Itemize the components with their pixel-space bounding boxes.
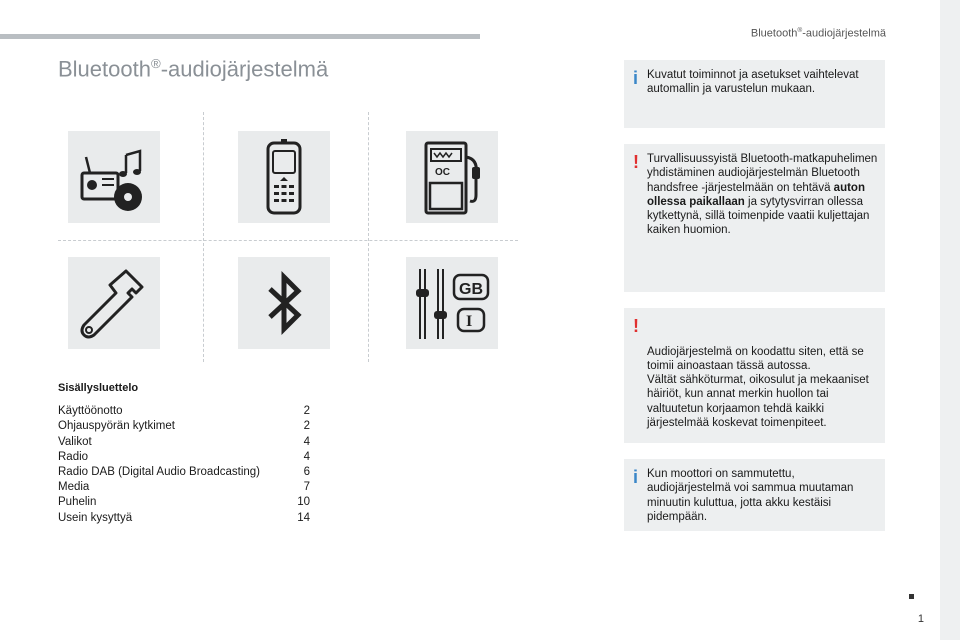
toc-item[interactable]: Media 7 — [58, 481, 310, 494]
warning-icon: ! — [633, 152, 639, 172]
mobile-phone-icon — [244, 137, 324, 217]
table-of-contents — [58, 381, 310, 526]
info-icon: i — [633, 467, 639, 487]
tile-fuel[interactable] — [406, 131, 498, 223]
toc-item[interactable]: Ohjauspyörän kytkimet 2 — [58, 420, 310, 433]
fuel-pump-icon — [412, 137, 492, 217]
tile-bluetooth[interactable] — [238, 257, 330, 349]
toc-item[interactable]: Usein kysyttyä 14 — [58, 511, 310, 524]
grid-divider — [368, 112, 369, 362]
side-strip — [940, 0, 960, 640]
tile-radio[interactable] — [68, 131, 160, 223]
grid-divider — [58, 240, 518, 241]
toc-heading: Sisällysluettelo — [58, 382, 139, 394]
toc-item[interactable]: Käyttöönotto 2 — [58, 405, 310, 418]
info-note: i Kuvatut toiminnot ja asetukset vaihtelevat automallin ja varustelun mukaan. — [624, 60, 885, 128]
icon-grid — [58, 112, 518, 362]
wrench-icon — [74, 263, 154, 343]
equalizer-language-icon — [412, 263, 492, 343]
running-header: Bluetooth®-audiojärjestelmä — [750, 27, 886, 40]
toc-item[interactable]: Radio DAB (Digital Audio Broadcasting) 6 — [58, 466, 310, 479]
svg-text:GB: GB — [459, 281, 483, 298]
tile-wrench[interactable] — [68, 257, 160, 349]
page-title: Bluetooth®-audiojärjestelmä — [58, 56, 329, 82]
svg-text:I: I — [466, 313, 473, 330]
toc-item[interactable]: Radio 4 — [58, 450, 310, 463]
warning-icon: ! — [633, 316, 639, 336]
page-number: 1 — [917, 613, 924, 625]
tile-phone[interactable] — [238, 131, 330, 223]
bluetooth-icon — [244, 263, 324, 343]
tile-settings-language[interactable] — [406, 257, 498, 349]
info-note: i Kun moottori on sammutettu, audiojärjestelmä voi sammua muutaman minuutin kuluttua, jotta akku kestäisi pidempään. — [624, 459, 885, 531]
toc-item[interactable]: Puhelin 10 — [58, 496, 310, 509]
warning-note: ! Turvallisuussyistä Bluetooth-matkapuhelimen yhdistäminen audiojärjestelmän Bluetooth handsfree -järjestelmään on tehtävä auton ollessa paikallaan ja sytytysvirran ollessa kytkettynä, sillä toimenpide vaatii kuljettajan kaiken huomion. — [624, 144, 885, 292]
radio-music-icon — [74, 137, 154, 217]
top-rule — [0, 34, 480, 39]
grid-divider — [203, 112, 204, 362]
svg-text:OC: OC — [435, 167, 450, 178]
page-marker — [909, 594, 914, 599]
toc-item[interactable]: Valikot 4 — [58, 435, 310, 448]
info-icon: i — [633, 68, 639, 88]
warning-note: ! Audiojärjestelmä on koodattu siten, että se toimii ainoastaan tässä autossa. Vältät sähköturmat, oikosulut ja mekaaniset häiriöt, kun annat merkin huollon tai valtuutetun korjaamon tehdä kaikki järjestelmää koskevat toimenpiteet. — [624, 308, 885, 443]
